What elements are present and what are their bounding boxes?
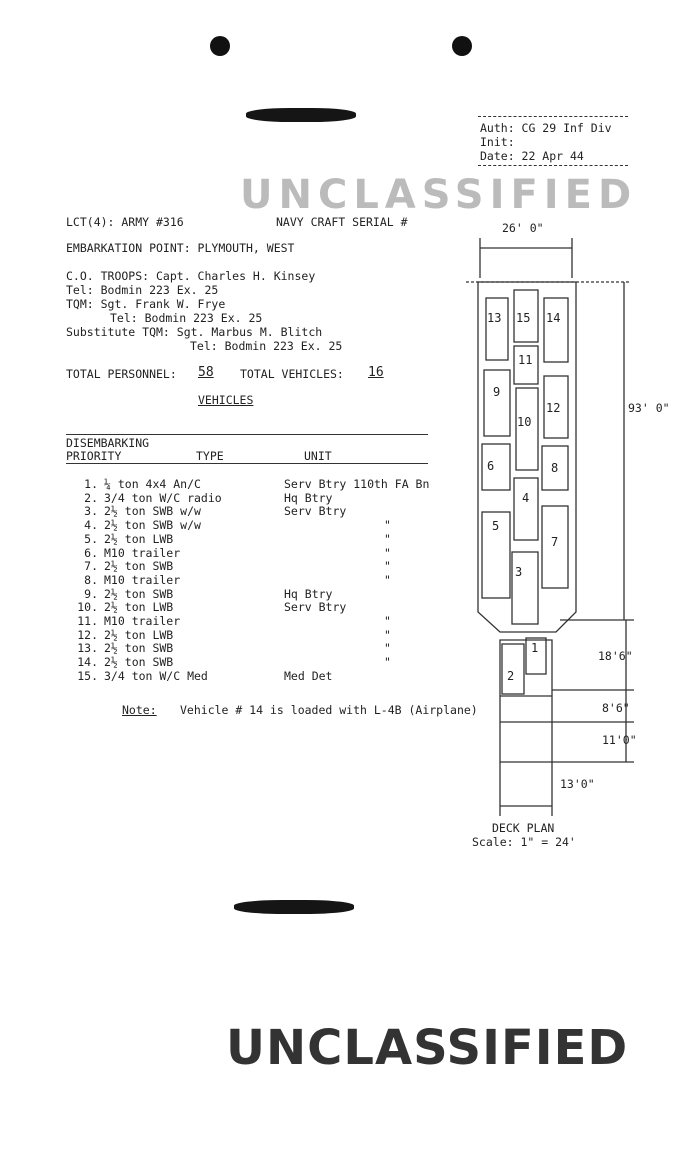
total-vehicles-label: TOTAL VEHICLES: [240, 367, 344, 381]
classification-stamp-bottom: UNCLASSIFIED [226, 1020, 629, 1076]
col-type: TYPE [196, 449, 224, 463]
vehicle-label: 2 [507, 669, 515, 683]
vehicle-label: 15 [516, 311, 531, 325]
col-priority: PRIORITY [66, 449, 122, 463]
vehicle-box-13 [486, 298, 508, 360]
deck-plan-scale: Scale: 1" = 24' [472, 835, 576, 849]
note-text: Vehicle # 14 is loaded with L-4B (Airplane) [180, 703, 478, 717]
tqm: TQM: Sgt. Frank W. Frye [66, 297, 226, 311]
vehicle-label: 3 [515, 565, 523, 579]
vehicles-title: VEHICLES [198, 393, 254, 407]
date-line: Date: 22 Apr 44 [480, 149, 584, 163]
vehicle-label: 5 [492, 519, 500, 533]
dim-b-label: 8'6" [602, 701, 630, 715]
embarkation-point: EMBARKATION POINT: PLYMOUTH, WEST [66, 241, 295, 255]
col-unit: UNIT [304, 449, 332, 463]
vehicle-label: 6 [487, 459, 495, 473]
co-troops: C.O. TROOPS: Capt. Charles H. Kinsey [66, 269, 316, 283]
vehicle-label: 4 [522, 491, 530, 505]
vehicle-label: 7 [551, 535, 559, 549]
substitute-tqm: Substitute TQM: Sgt. Marbus M. Blitch [66, 325, 323, 339]
note-label: Note: [122, 703, 157, 717]
vehicle-label: 14 [546, 311, 561, 325]
total-personnel-value: 58 [198, 365, 214, 380]
vehicle-label: 13 [487, 311, 502, 325]
deck-width-top-label: 26' 0" [502, 221, 544, 235]
dim-a-label: 18'6" [598, 649, 633, 663]
total-vehicles-value: 16 [368, 365, 384, 380]
vehicle-label: 9 [493, 385, 501, 399]
hull-outline [478, 282, 576, 632]
vehicle-box-4 [514, 478, 538, 540]
vehicle-table: 1. ¼ ton 4x4 An/C Serv Btry 110th FA Bn 2. 3/4 ton W/C radio Hq Btry 3. 2½ ton SWB w/w Serv Btry 4. 2½ ton SWB w/w " 5. 2½ ton LWB " 6. M10 trailer " 7. 2½ ton SWB " 8. M10 trailer " 9. 2½ ton SWB Hq Btry 10. 2½ ton LWB Serv Btry 11. M10 trailer " 12. 2½ ton LWB " 13. 2½ ton SWB " 14. 2½ ton SWB " 15. 3/4 ton W/C Med Med Det [77, 477, 430, 683]
vehicle-box-14 [544, 298, 568, 362]
lct-army-number: LCT(4): ARMY #316 [66, 215, 184, 229]
vehicle-label: 10 [517, 415, 532, 429]
tqm-tel: Tel: Bodmin 223 Ex. 25 [110, 311, 263, 325]
vehicle-box-9 [484, 370, 510, 436]
vehicle-label: 1 [531, 641, 539, 655]
deck-plan-title: DECK PLAN [492, 821, 555, 835]
dim-c-label: 11'0" [602, 733, 637, 747]
init-line: Init: [480, 135, 515, 149]
total-personnel-label: TOTAL PERSONNEL: [66, 367, 177, 381]
navy-craft-serial: NAVY CRAFT SERIAL # [276, 215, 408, 229]
vehicle-box-10 [516, 388, 538, 470]
co-tel: Tel: Bodmin 223 Ex. 25 [66, 283, 219, 297]
auth-line: Auth: CG 29 Inf Div [480, 121, 612, 135]
col-disembarking: DISEMBARKING [66, 436, 150, 450]
vehicle-label: 12 [546, 401, 561, 415]
deck-length-label: 93' 0" [628, 401, 670, 415]
classification-stamp-top: UNCLASSIFIED [240, 172, 638, 218]
vehicle-box-3 [512, 552, 538, 624]
vehicle-label: 11 [518, 353, 533, 367]
substitute-tel: Tel: Bodmin 223 Ex. 25 [190, 339, 343, 353]
vehicle-label: 8 [551, 461, 559, 475]
deck-width-bottom-label: 13'0" [560, 777, 595, 791]
